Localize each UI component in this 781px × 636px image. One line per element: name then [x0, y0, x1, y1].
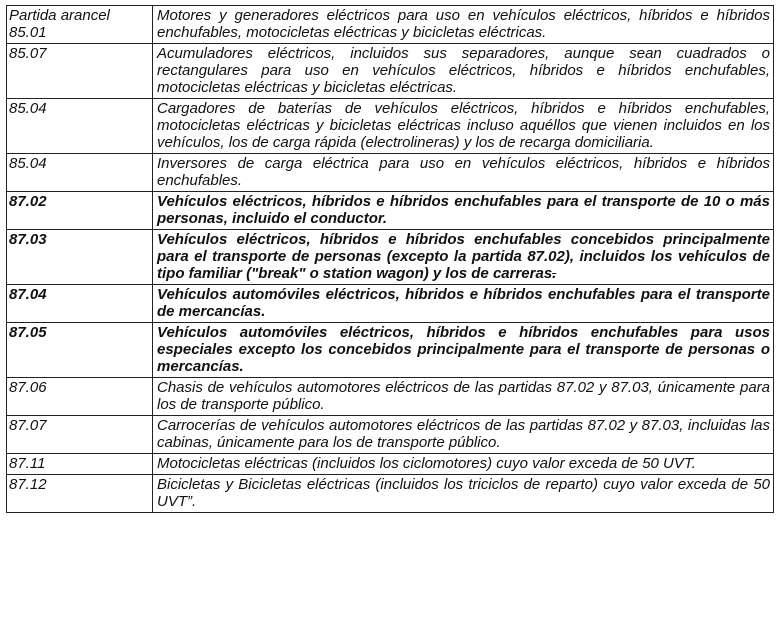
- table-row: [7, 99, 774, 154]
- tariff-table: [6, 5, 774, 513]
- tariff-description: Vehículos automóviles eléctricos, híbridos e híbridos enchufables para usos especiales excepto los concebidos principalmente para el transporte de personas o mercancías.: [153, 323, 774, 378]
- tariff-description: Carrocerías de vehículos automotores eléctricos de las partidas 87.02 y 87.03, incluidas las cabinas, únicamente para los de transporte público.: [153, 416, 774, 454]
- tariff-description: [153, 230, 774, 285]
- tariff-description: Acumuladores eléctricos, incluidos sus separadores, aunque sean cuadrados o rectangulares para uso en vehículos eléctricos, híbridos e híbridos enchufables, motocicletas eléctricas y bicicletas eléctricas.: [153, 44, 774, 99]
- tariff-description: Cargadores de baterías de vehículos eléctricos, híbridos e híbridos enchufables, motocicletas eléctricas y bicicletas eléctricas incluso aquéllos que vienen incluidos en los vehículos, los de carga rápida (electrolineras) y los de recarga domiciliaria.: [153, 99, 774, 154]
- tariff-description: Motocicletas eléctricas (incluidos los ciclomotores) cuyo valor exceda de 50 UVT.: [153, 454, 774, 475]
- table-row: [7, 323, 774, 378]
- table-row: [7, 416, 774, 454]
- tariff-description: Bicicletas y Bicicletas eléctricas (incluidos los triciclos de reparto) cuyo valor exceda de 50 UVT”.: [153, 475, 774, 513]
- table-row: [7, 285, 774, 323]
- tariff-description: Inversores de carga eléctrica para uso en vehículos eléctricos, híbridos e híbridos enchufables.: [153, 154, 774, 192]
- table-row: [7, 230, 774, 285]
- table-row: [7, 475, 774, 513]
- table-row: [7, 6, 774, 44]
- tariff-code: 87.05: [7, 323, 153, 378]
- tariff-code: 87.03: [7, 230, 153, 285]
- tariff-code: 85.04: [7, 154, 153, 192]
- tariff-description: Motores y generadores eléctricos para uso en vehículos eléctricos, híbridos e híbridos enchufables, motocicletas eléctricas y bicicletas eléctricas.: [153, 6, 774, 44]
- table-row: [7, 192, 774, 230]
- tariff-code: Partida arancel 85.01: [7, 6, 153, 44]
- tariff-code: 87.06: [7, 378, 153, 416]
- tariff-description: Vehículos automóviles eléctricos, híbridos e híbridos enchufables para el transporte de mercancías.: [153, 285, 774, 323]
- tariff-description: Vehículos eléctricos, híbridos e híbridos enchufables para el transporte de 10 o más personas, incluido el conductor.: [153, 192, 774, 230]
- table-row: [7, 454, 774, 475]
- tariff-description-text: Vehículos eléctricos, híbridos e híbridos enchufables concebidos principalmente para el transporte de personas (excepto la partida 87.02), incluidos los vehículos de tipo familiar ("break" o station wagon) y los de carreras: [157, 231, 770, 282]
- tariff-code: 87.04: [7, 285, 153, 323]
- tariff-code: 87.11: [7, 454, 153, 475]
- table-row: [7, 378, 774, 416]
- table-row: [7, 154, 774, 192]
- struck-text: .: [552, 265, 557, 282]
- tariff-code: 85.07: [7, 44, 153, 99]
- tariff-code: 87.12: [7, 475, 153, 513]
- tariff-description: Chasis de vehículos automotores eléctricos de las partidas 87.02 y 87.03, únicamente para los de transporte público.: [153, 378, 774, 416]
- table-row: [7, 44, 774, 99]
- tariff-code: 87.07: [7, 416, 153, 454]
- tariff-code: 87.02: [7, 192, 153, 230]
- tariff-code: 85.04: [7, 99, 153, 154]
